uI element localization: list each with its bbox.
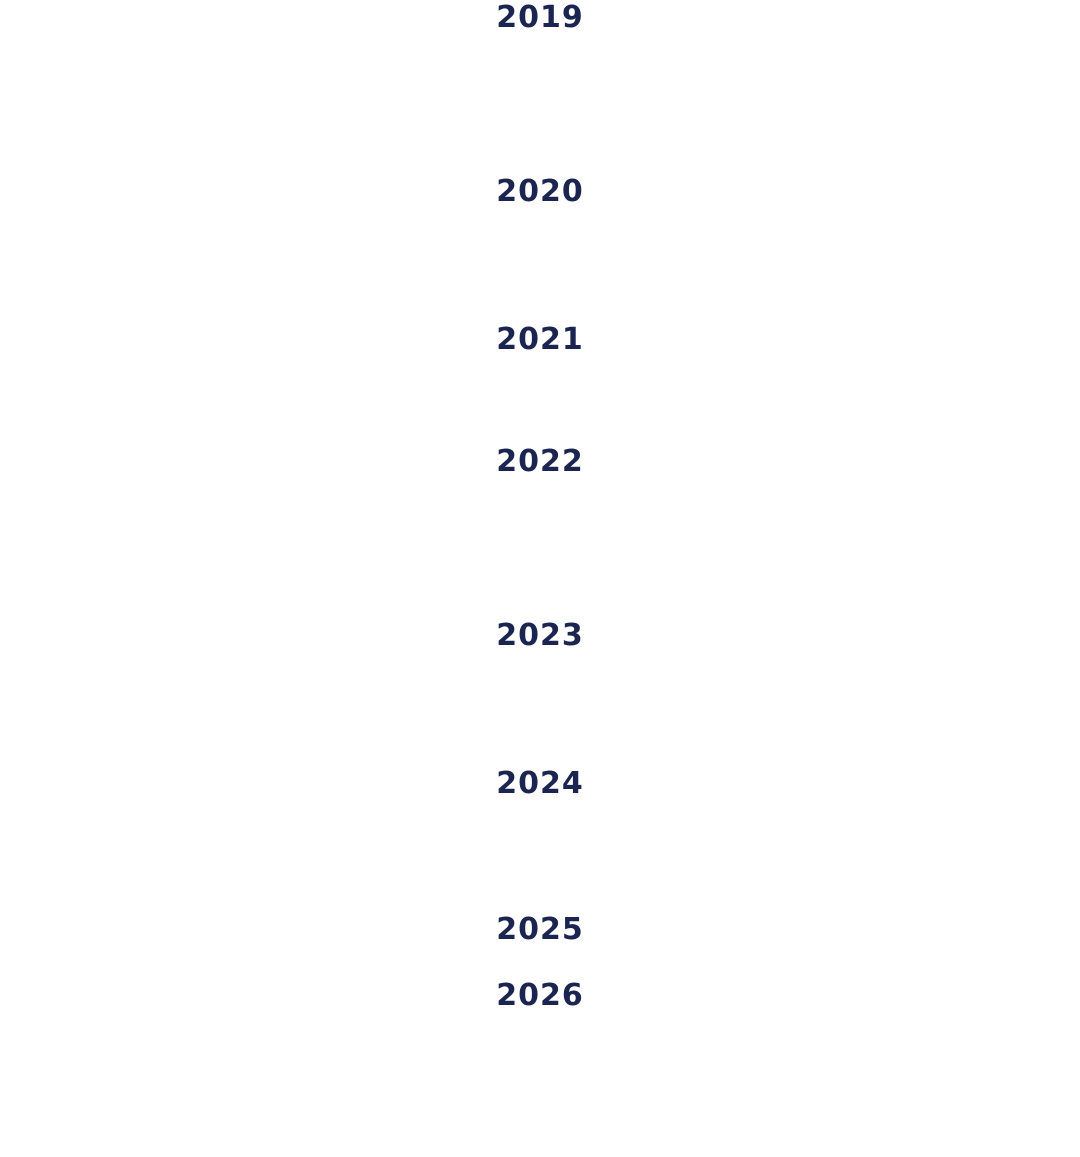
year-heading-2024: 2024 [496,766,584,801]
year-heading-2025: 2025 [496,912,584,947]
year-heading-2023: 2023 [496,618,584,653]
year-heading-2019: 2019 [496,0,584,35]
year-heading-2020: 2020 [496,174,584,209]
year-heading-2026: 2026 [496,978,584,1013]
year-heading-2022: 2022 [496,444,584,479]
year-heading-2021: 2021 [496,322,584,357]
